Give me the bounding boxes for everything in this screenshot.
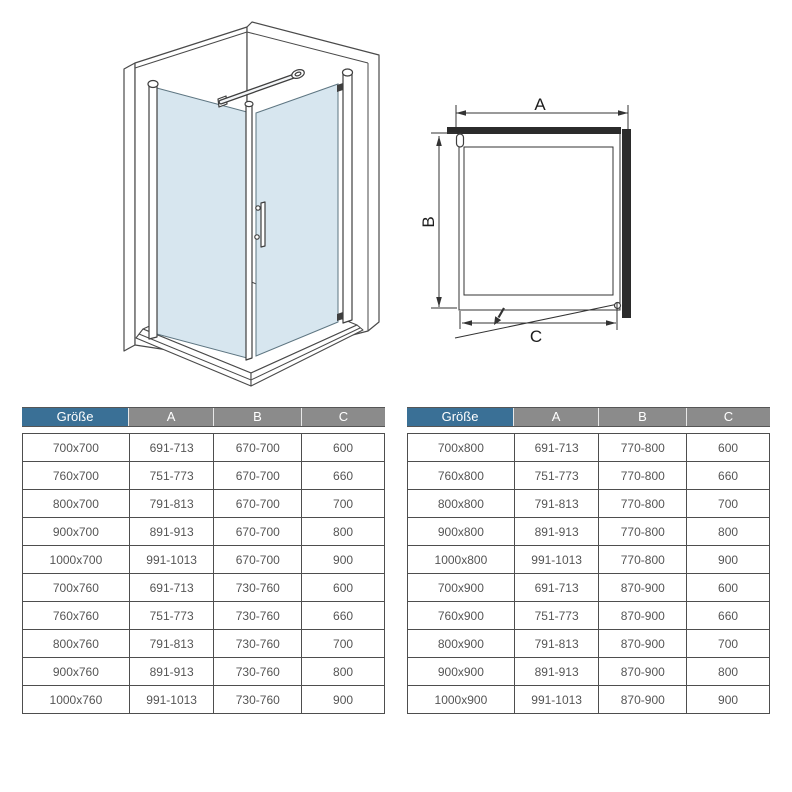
- table-cell: 791-813: [514, 630, 599, 658]
- table-cell: 691-713: [514, 434, 599, 462]
- table-cell: 700x700: [23, 434, 130, 462]
- table-cell: 770-800: [599, 546, 687, 574]
- table-cell: 670-700: [214, 490, 302, 518]
- table-cell: 900x800: [408, 518, 515, 546]
- table-cell: 991-1013: [129, 686, 214, 714]
- table-row: [408, 686, 770, 714]
- table-cell: 891-913: [129, 518, 214, 546]
- spec-table: [22, 433, 385, 714]
- table-cell: 900: [302, 546, 385, 574]
- table-cell: 991-1013: [514, 686, 599, 714]
- table-cell: 900: [687, 546, 770, 574]
- table-row: [23, 462, 385, 490]
- table-cell: 791-813: [129, 630, 214, 658]
- table-cell: 691-713: [129, 574, 214, 602]
- table-row: [23, 602, 385, 630]
- glass-side-panel: [153, 87, 247, 358]
- table-cell: 770-800: [599, 518, 687, 546]
- right-panel-bar: [622, 129, 631, 318]
- table-cell: 800: [302, 658, 385, 686]
- wall-left-edge: [124, 63, 135, 351]
- table-cell: 900: [302, 686, 385, 714]
- table-cell: 700: [302, 630, 385, 658]
- table-cell: 751-773: [129, 462, 214, 490]
- size-table-right: [407, 407, 770, 714]
- enclosure-3d-diagram: [124, 22, 379, 386]
- top-view-diagram: [419, 95, 631, 346]
- table-row: [408, 574, 770, 602]
- table-cell: 700: [687, 490, 770, 518]
- table-cell: 660: [687, 602, 770, 630]
- table-cell: 600: [302, 574, 385, 602]
- table-row: [23, 574, 385, 602]
- table-cell: 660: [302, 462, 385, 490]
- table-row: [23, 658, 385, 686]
- header-cell-c: C: [302, 408, 385, 426]
- table-cell: 891-913: [514, 518, 599, 546]
- table-row: [408, 434, 770, 462]
- table-cell: 800: [687, 518, 770, 546]
- table-cell: 670-700: [214, 434, 302, 462]
- side-panel-post: [148, 81, 158, 340]
- table-cell: 691-713: [129, 434, 214, 462]
- table-cell: 760x700: [23, 462, 130, 490]
- header-cell-groesse: Größe: [407, 408, 514, 426]
- table-cell: 900x700: [23, 518, 130, 546]
- table-cell: 791-813: [514, 490, 599, 518]
- table-row: [408, 518, 770, 546]
- table-row: [408, 602, 770, 630]
- table-cell: 800: [687, 658, 770, 686]
- header-cell-a: A: [514, 408, 599, 426]
- glass-door: [256, 84, 338, 356]
- table-cell: 900: [687, 686, 770, 714]
- table-cell: 700: [302, 490, 385, 518]
- spec-table: [407, 433, 770, 714]
- dimension-c-label: C: [529, 327, 543, 346]
- table-cell: 700: [687, 630, 770, 658]
- table-row: [408, 490, 770, 518]
- table-cell: 700x760: [23, 574, 130, 602]
- table-cell: 870-900: [599, 658, 687, 686]
- table-row: [408, 546, 770, 574]
- table-cell: 991-1013: [514, 546, 599, 574]
- dimension-a: [456, 95, 628, 129]
- table-cell: 751-773: [514, 462, 599, 490]
- table-cell: 800x800: [408, 490, 515, 518]
- header-cell-b: B: [599, 408, 687, 426]
- table-cell: 670-700: [214, 518, 302, 546]
- table-header-row: [407, 407, 770, 427]
- table-cell: 760x800: [408, 462, 515, 490]
- table-cell: 900x760: [23, 658, 130, 686]
- table-row: [23, 518, 385, 546]
- table-cell: 870-900: [599, 686, 687, 714]
- table-cell: 660: [687, 462, 770, 490]
- dimension-b: [419, 133, 457, 308]
- tray-outer-outline: [459, 133, 620, 310]
- table-cell: 870-900: [599, 630, 687, 658]
- table-cell: 870-900: [599, 602, 687, 630]
- table-row: [408, 462, 770, 490]
- table-cell: 800x700: [23, 490, 130, 518]
- table-cell: 730-760: [214, 630, 302, 658]
- table-cell: 751-773: [514, 602, 599, 630]
- table-cell: 730-760: [214, 602, 302, 630]
- table-cell: 730-760: [214, 658, 302, 686]
- table-row: [23, 686, 385, 714]
- table-cell: 800: [302, 518, 385, 546]
- table-cell: 600: [687, 574, 770, 602]
- table-cell: 730-760: [214, 574, 302, 602]
- table-cell: 891-913: [129, 658, 214, 686]
- table-cell: 751-773: [129, 602, 214, 630]
- table-cell: 700x900: [408, 574, 515, 602]
- table-cell: 900x900: [408, 658, 515, 686]
- header-cell-c: C: [687, 408, 770, 426]
- table-cell: 770-800: [599, 490, 687, 518]
- table-cell: 1000x700: [23, 546, 130, 574]
- table-cell: 891-913: [514, 658, 599, 686]
- table-row: [23, 546, 385, 574]
- table-cell: 670-700: [214, 462, 302, 490]
- swing-arrow-icon: [494, 316, 501, 325]
- table-cell: 660: [302, 602, 385, 630]
- header-cell-groesse: Größe: [22, 408, 129, 426]
- corner-post: [245, 101, 253, 360]
- table-cell: 760x760: [23, 602, 130, 630]
- table-cell: 1000x900: [408, 686, 515, 714]
- hinge-profile-detail: [457, 134, 464, 147]
- table-row: [23, 490, 385, 518]
- table-cell: 670-700: [214, 546, 302, 574]
- table-cell: 691-713: [514, 574, 599, 602]
- table-cell: 1000x800: [408, 546, 515, 574]
- table-cell: 870-900: [599, 574, 687, 602]
- table-cell: 800x760: [23, 630, 130, 658]
- header-cell-a: A: [129, 408, 214, 426]
- table-cell: 600: [302, 434, 385, 462]
- table-row: [408, 630, 770, 658]
- table-cell: 991-1013: [129, 546, 214, 574]
- table-row: [23, 630, 385, 658]
- table-cell: 770-800: [599, 434, 687, 462]
- table-cell: 760x900: [408, 602, 515, 630]
- table-cell: 730-760: [214, 686, 302, 714]
- size-table-left: [22, 407, 385, 714]
- header-cell-b: B: [214, 408, 302, 426]
- table-cell: 600: [687, 434, 770, 462]
- table-cell: 700x800: [408, 434, 515, 462]
- table-cell: 1000x760: [23, 686, 130, 714]
- table-row: [23, 434, 385, 462]
- dimension-b-label: B: [419, 216, 438, 228]
- dimension-a-label: A: [534, 95, 546, 114]
- table-cell: 770-800: [599, 462, 687, 490]
- table-cell: 800x900: [408, 630, 515, 658]
- top-panel-bar: [447, 127, 621, 134]
- table-cell: 791-813: [129, 490, 214, 518]
- tray-inner-outline: [464, 147, 613, 295]
- table-header-row: [22, 407, 385, 427]
- table-row: [408, 658, 770, 686]
